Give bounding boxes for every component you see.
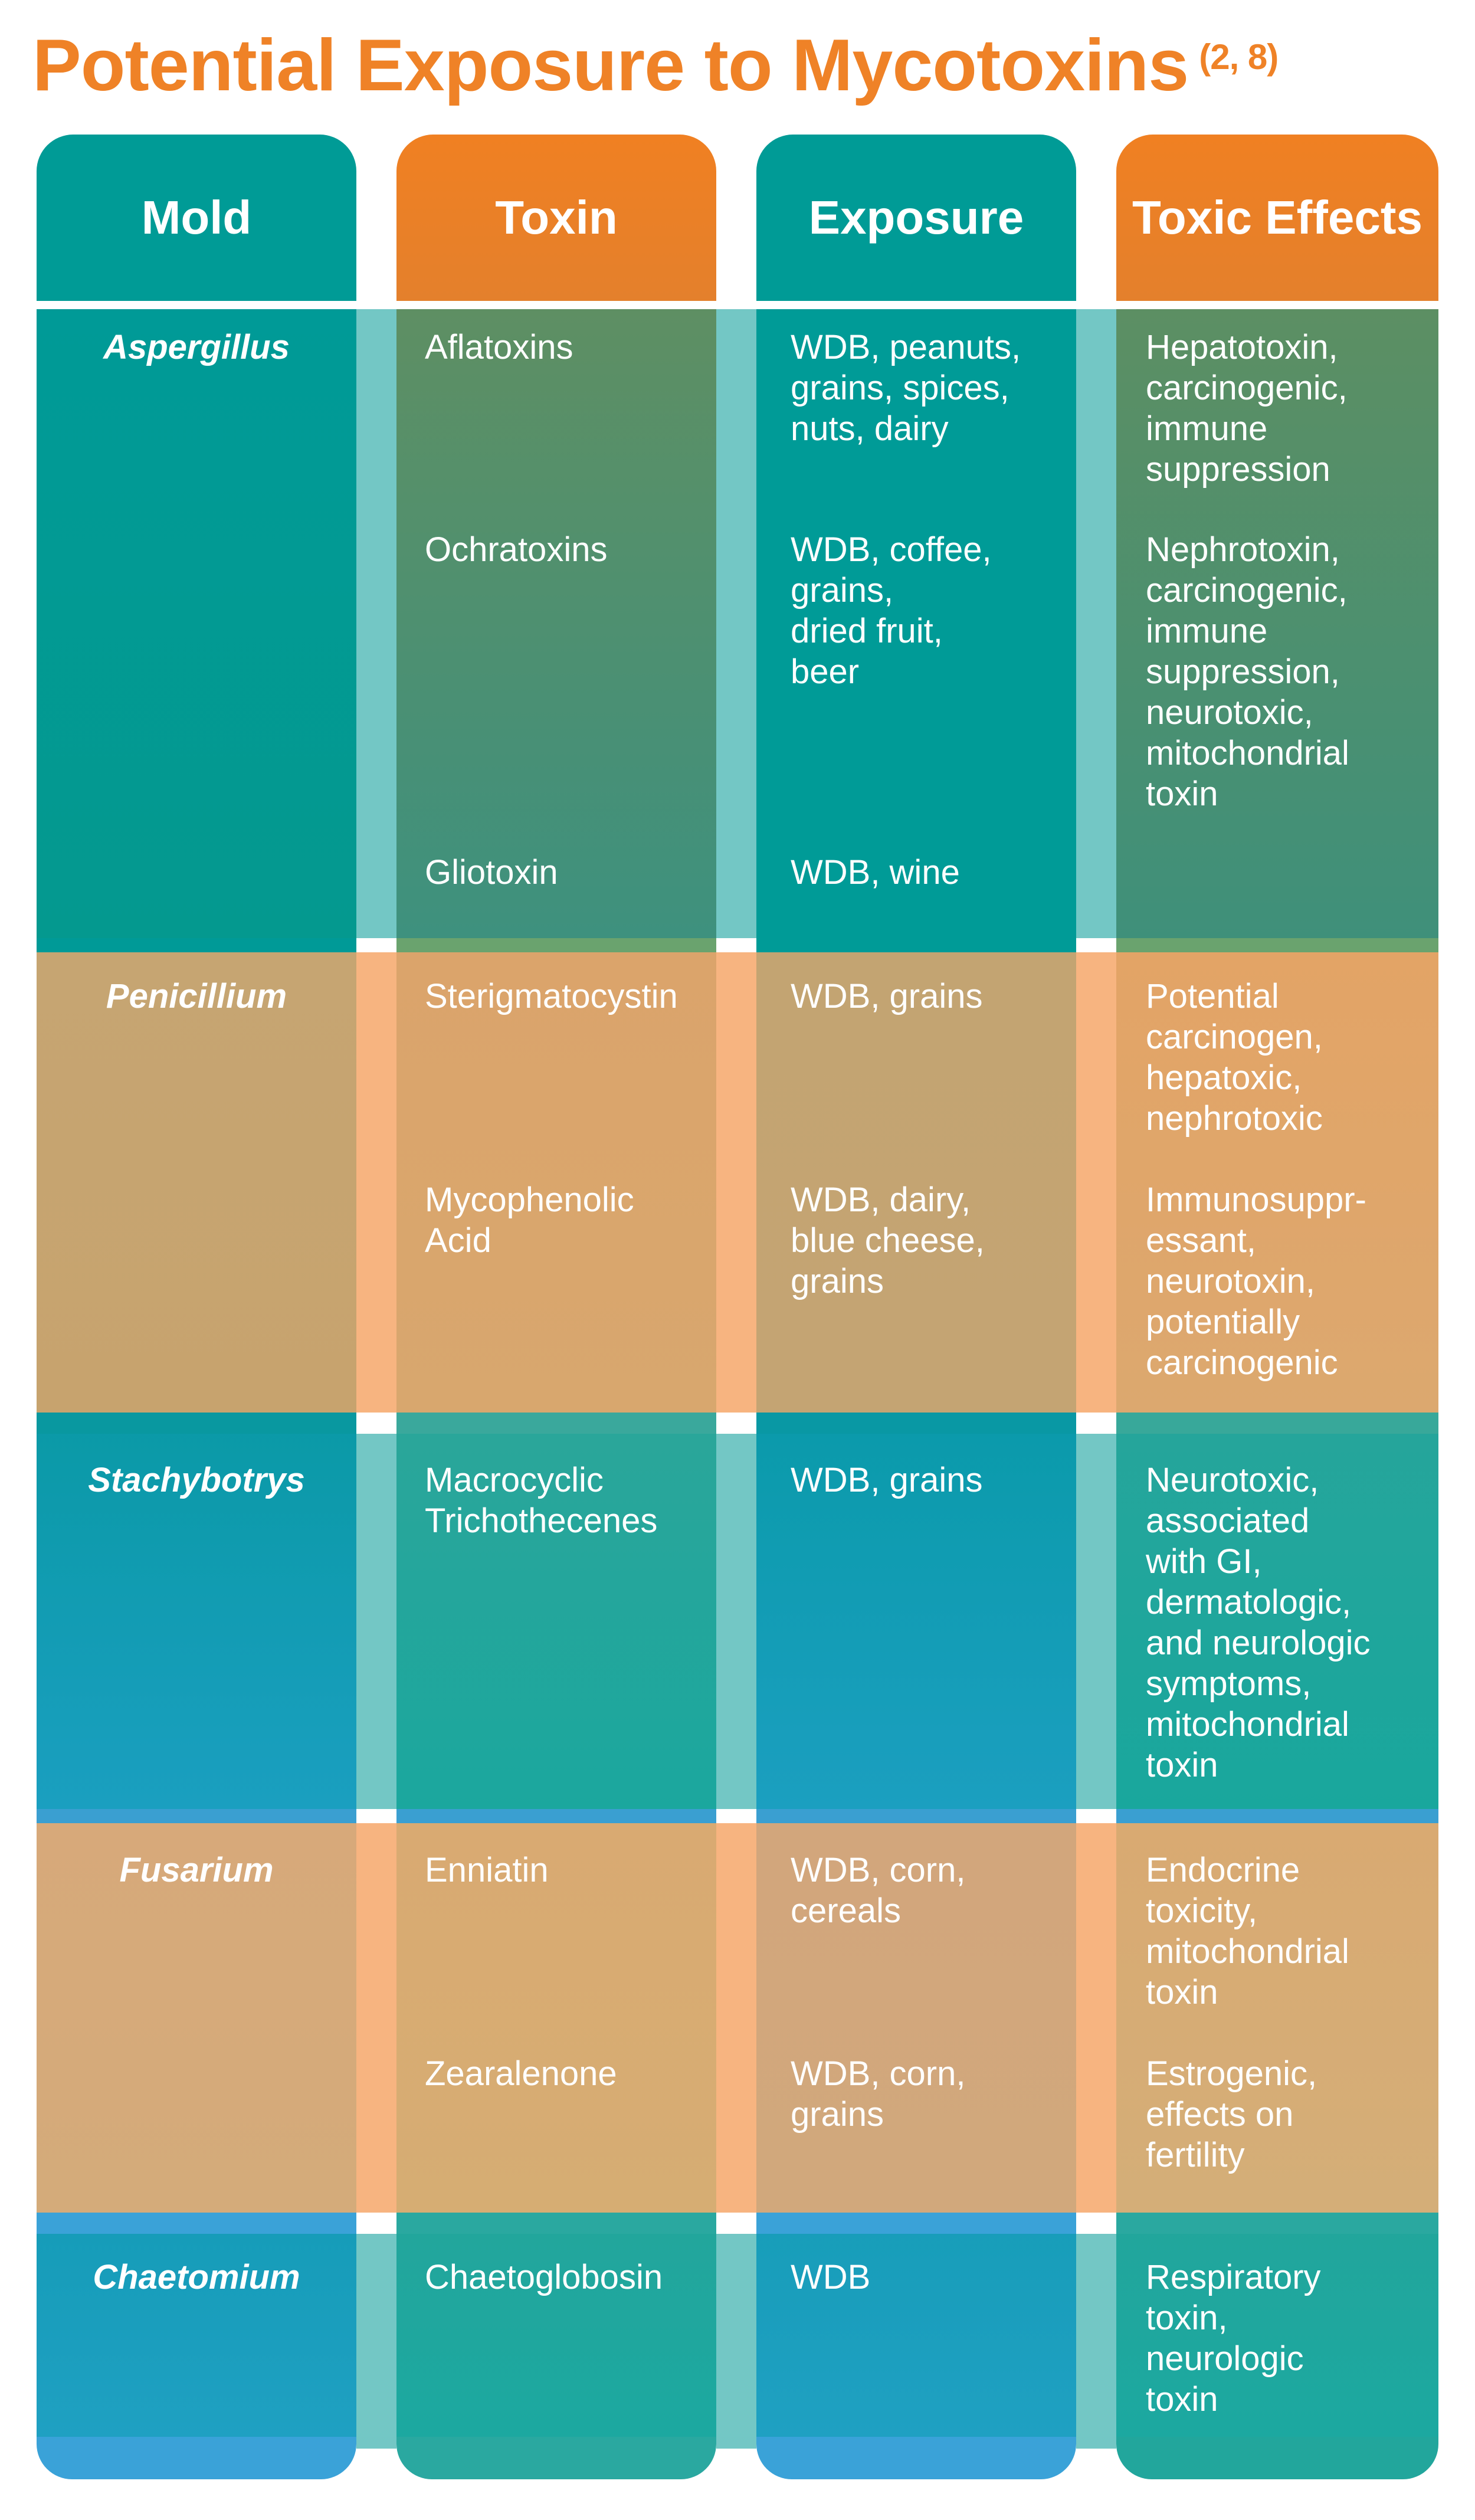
column-bottom-cap	[756, 2437, 1076, 2479]
column-separator	[1076, 1823, 1116, 2213]
table-row	[0, 309, 1475, 938]
toxic-effects: Hepatotoxin, carcinogenic, immune suppression	[1146, 328, 1348, 489]
column-separator	[356, 1413, 396, 1809]
column-separator	[1076, 2213, 1116, 2437]
cell-bg-mold	[37, 309, 356, 938]
row-divider-strip	[756, 938, 1076, 952]
header-toxin	[396, 135, 716, 301]
column-separator	[716, 309, 756, 938]
column-separator	[716, 1823, 756, 2213]
row-divider-gap	[356, 2213, 396, 2234]
page-title	[32, 24, 1278, 107]
toxin-name: Macrocyclic Trichothecenes	[425, 1461, 658, 1540]
row-divider-strip	[1116, 1809, 1438, 1823]
cell-bg-mold	[37, 952, 356, 1413]
row-divider-gap	[716, 938, 756, 952]
toxin-name: Mycophenolic Acid	[425, 1181, 634, 1260]
toxic-effects: Immunosuppr- essant, neurotoxin, potentially carcinogenic	[1146, 1181, 1366, 1382]
row-divider-gap	[716, 1809, 756, 1823]
column-separator	[356, 2213, 396, 2437]
cell-bg-toxin	[396, 2213, 716, 2437]
toxin-name: Chaetoglobosin	[425, 2258, 663, 2296]
column-separator	[1076, 1413, 1116, 1809]
toxin-name: Sterigmatocystin	[425, 977, 678, 1015]
exposure-sources: WDB	[791, 2258, 871, 2296]
header-effects	[1116, 135, 1438, 301]
row-divider-strip	[1116, 1413, 1438, 1434]
row-divider-strip	[396, 1413, 716, 1434]
header-mold	[37, 135, 356, 301]
row-divider-gap	[1076, 938, 1116, 952]
column-bottom-cap	[396, 2437, 716, 2479]
toxin-name: Aflatoxins	[425, 328, 573, 366]
header-mold-label: Mold	[141, 191, 252, 244]
exposure-sources: WDB, dairy, blue cheese, grains	[791, 1181, 985, 1300]
exposure-sources: WDB, coffee, grains, dried fruit, beer	[791, 530, 992, 691]
column-separator	[1076, 309, 1116, 938]
row-divider-strip	[37, 1809, 356, 1823]
toxic-effects: Respiratory toxin, neurologic toxin	[1146, 2258, 1321, 2419]
exposure-sources: WDB, corn, grains	[791, 2054, 966, 2134]
cell-bg-exposure	[756, 2213, 1076, 2437]
column-separator	[356, 1823, 396, 2213]
mold-name: Fusarium	[119, 1851, 274, 1889]
column-separator	[716, 952, 756, 1413]
column-separator	[716, 2213, 756, 2437]
title-text: Potential Exposure to Mycotoxins	[32, 25, 1189, 106]
toxic-effects: Endocrine toxicity, mitochondrial toxin	[1146, 1851, 1349, 2011]
table-row	[0, 1823, 1475, 2213]
column-separator	[1076, 952, 1116, 1413]
toxin-name: Gliotoxin	[425, 853, 558, 892]
cell-bg-toxin	[396, 309, 716, 938]
row-divider-gap	[356, 1809, 396, 1823]
row-divider-strip	[756, 2213, 1076, 2234]
mold-name: Chaetomium	[93, 2258, 300, 2296]
table-row	[0, 1413, 1475, 1809]
row-divider-gap	[356, 1413, 396, 1434]
exposure-sources: WDB, corn, cereals	[791, 1851, 966, 1930]
toxin-name: Enniatin	[425, 1851, 549, 1889]
column-bottom-cap	[1116, 2437, 1438, 2479]
row-divider-strip	[396, 938, 716, 952]
toxic-effects: Neurotoxic, associated with GI, dermatologic, and neurologic symptoms, mitochondrial toxin	[1146, 1461, 1371, 1784]
exposure-sources: WDB, peanuts, grains, spices, nuts, dairy	[791, 328, 1021, 448]
row-divider-strip	[37, 938, 356, 952]
column-separator	[356, 309, 396, 938]
header-exposure	[756, 135, 1076, 301]
column-separator	[716, 1413, 756, 1809]
exposure-sources: WDB, grains	[791, 977, 983, 1015]
row-divider-gap	[356, 938, 396, 952]
header-exposure-label: Exposure	[808, 191, 1024, 244]
row-divider-strip	[1116, 2213, 1438, 2234]
row-divider-strip	[37, 2213, 356, 2234]
row-divider-strip	[37, 1413, 356, 1434]
column-separator	[356, 952, 396, 1413]
toxin-name: Ochratoxins	[425, 530, 608, 569]
header-effects-label: Toxic Effects	[1132, 191, 1422, 244]
row-divider-strip	[756, 1413, 1076, 1434]
row-divider-strip	[396, 1809, 716, 1823]
toxic-effects: Estrogenic, effects on fertility	[1146, 2054, 1317, 2174]
toxic-effects: Nephrotoxin, carcinogenic, immune suppression, neurotoxic, mitochondrial toxin	[1146, 530, 1349, 813]
table-row	[0, 952, 1475, 1413]
column-separator	[716, 2437, 756, 2449]
mold-name: Penicillium	[106, 977, 287, 1015]
exposure-sources: WDB, wine	[791, 853, 960, 892]
row-divider-gap	[1076, 2213, 1116, 2234]
row-divider-strip	[756, 1809, 1076, 1823]
column-separator	[356, 2437, 396, 2449]
mold-name: Aspergillus	[103, 328, 290, 366]
row-divider-gap	[1076, 1413, 1116, 1434]
toxic-effects: Potential carcinogen, hepatoxic, nephrotoxic	[1146, 977, 1323, 1138]
exposure-sources: WDB, grains	[791, 1461, 983, 1499]
title-reference: (2, 8)	[1199, 37, 1279, 77]
cell-bg-mold	[37, 2213, 356, 2437]
row-divider-strip	[1116, 938, 1438, 952]
table-row	[0, 2213, 1475, 2437]
row-divider-gap	[1076, 1809, 1116, 1823]
column-separator	[1076, 2437, 1116, 2449]
toxin-name: Zearalenone	[425, 2054, 617, 2093]
row-divider-gap	[716, 1413, 756, 1434]
mold-name: Stachybotrys	[88, 1461, 305, 1499]
header-toxin-label: Toxin	[495, 191, 618, 244]
column-bottom-cap	[37, 2437, 356, 2479]
row-divider-strip	[396, 2213, 716, 2234]
row-divider-gap	[716, 2213, 756, 2234]
